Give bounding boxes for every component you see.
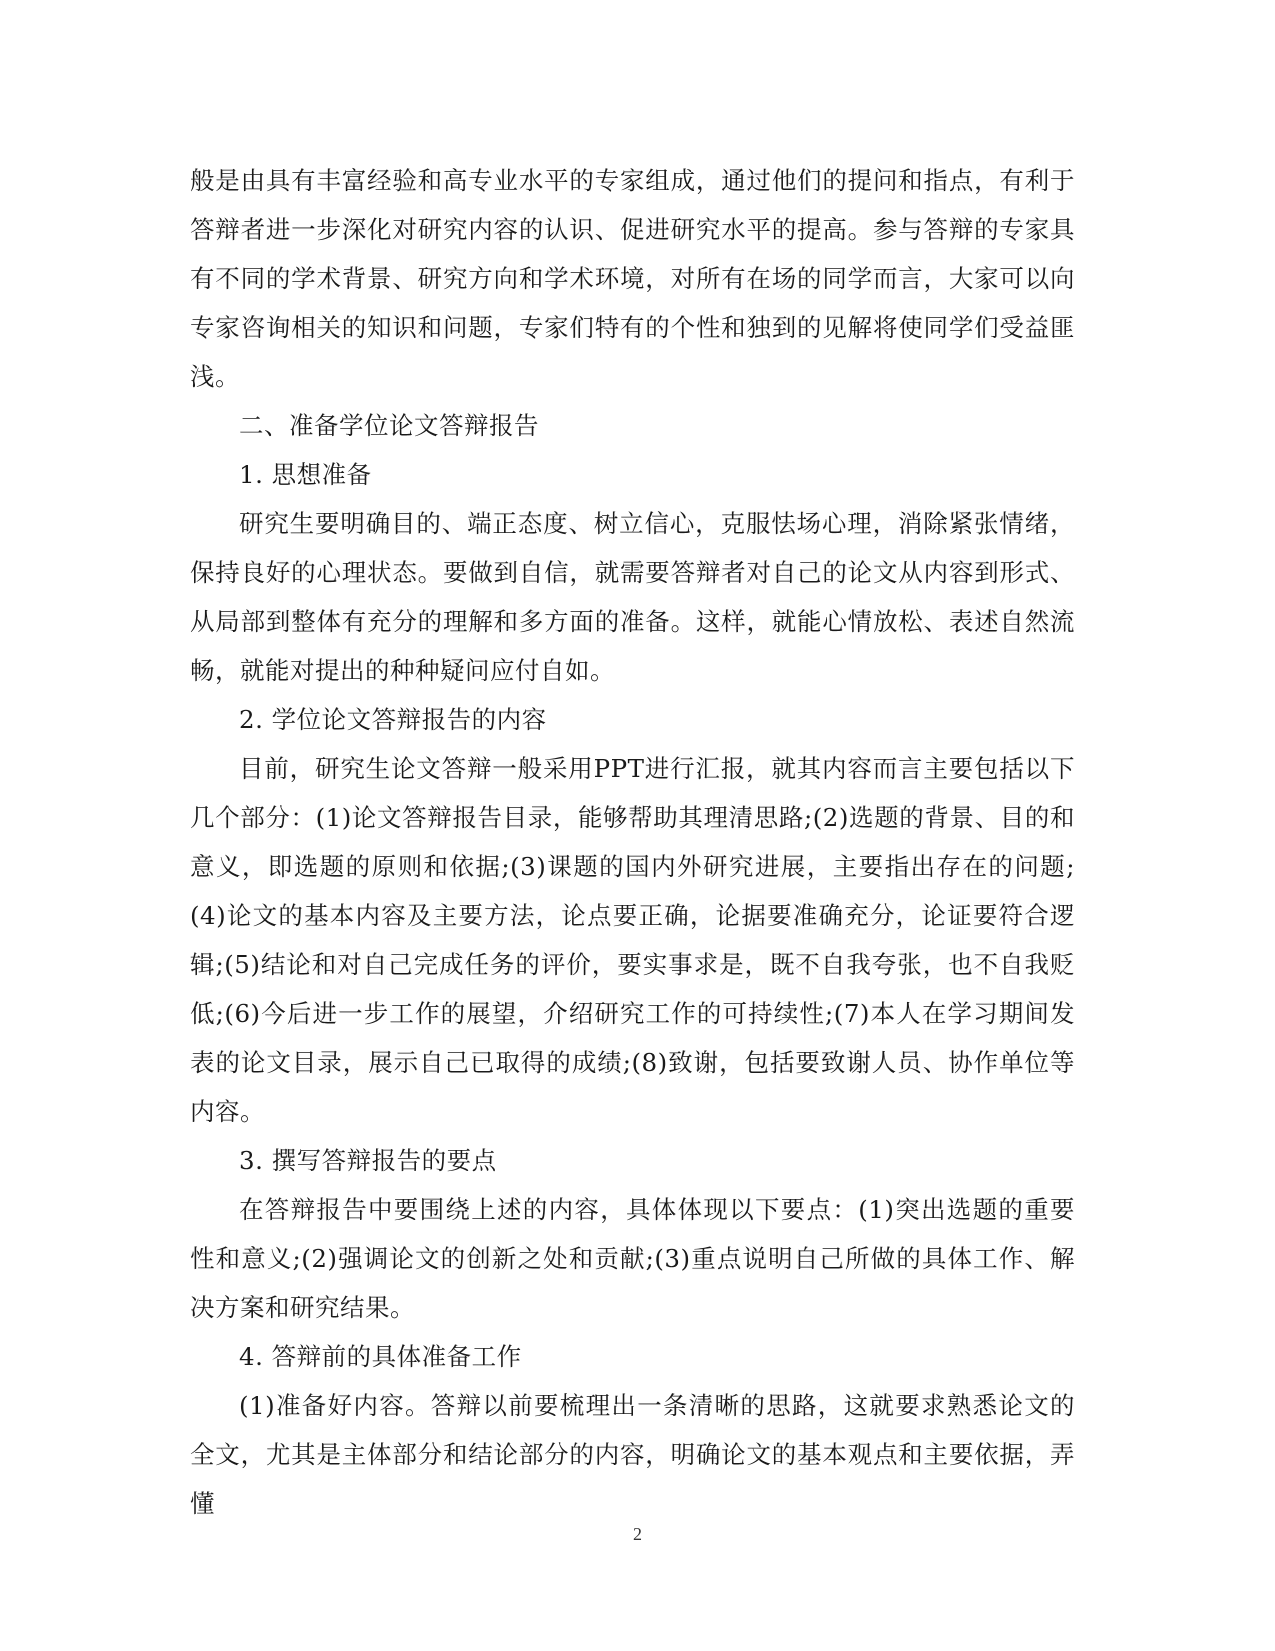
paragraph: (1)准备好内容。答辩以前要梳理出一条清晰的思路，这就要求熟悉论文的全文，尤其是主体部分和结论部分的内容，明确论文的基本观点和主要依据，弄懂: [190, 1391, 1075, 1518]
paragraph: 在答辩报告中要围绕上述的内容，具体体现以下要点：(1)突出选题的重要性和意义;(2)强调论文的创新之处和贡献;(3)重点说明自己所做的具体工作、解决方案和研究结果。: [190, 1195, 1075, 1322]
page-number: 2: [633, 1524, 642, 1544]
document-body: [190, 156, 1075, 1528]
paragraph: 目前，研究生论文答辩一般采用PPT进行汇报，就其内容而言主要包括以下几个部分：(1)论文答辩报告目录，能够帮助其理清思路;(2)选题的背景、目的和意义，即选题的原则和依据;(3)课题的国内外研究进展，主要指出存在的问题;(4)论文的基本内容及主要方法，论点要正确，论据要准确充分，论证要符合逻辑;(5)结论和对自己完成任务的评价，要实事求是，既不自我夸张，也不自我贬低;(6)今后进一步工作的展望，介绍研究工作的可持续性;(7)本人在学习期间发表的论文目录，展示自己已取得的成绩;(8)致谢，包括要致谢人员、协作单位等内容。: [190, 754, 1075, 1126]
paragraph: 研究生要明确目的、端正态度、树立信心，克服怯场心理，消除紧张情绪，保持良好的心理状态。要做到自信，就需要答辩者对自己的论文从内容到形式、从局部到整体有充分的理解和多方面的准备。这样，就能心情放松、表述自然流畅，就能对提出的种种疑问应付自如。: [190, 509, 1075, 685]
subheading-4: 4. 答辩前的具体准备工作: [239, 1342, 522, 1371]
subheading-1: 1. 思想准备: [239, 460, 372, 489]
subheading-3: 3. 撰写答辩报告的要点: [239, 1146, 497, 1175]
paragraph-continued: 般是由具有丰富经验和高专业水平的专家组成，通过他们的提问和指点，有利于答辩者进一步深化对研究内容的认识、促进研究水平的提高。参与答辩的专家具有不同的学术背景、研究方向和学术环境，对所有在场的同学而言，大家可以向专家咨询相关的知识和问题，专家们特有的个性和独到的见解将使同学们受益匪浅。: [190, 166, 1075, 391]
section-heading: 二、准备学位论文答辩报告: [239, 411, 539, 440]
subheading-2: 2. 学位论文答辩报告的内容: [239, 705, 547, 734]
